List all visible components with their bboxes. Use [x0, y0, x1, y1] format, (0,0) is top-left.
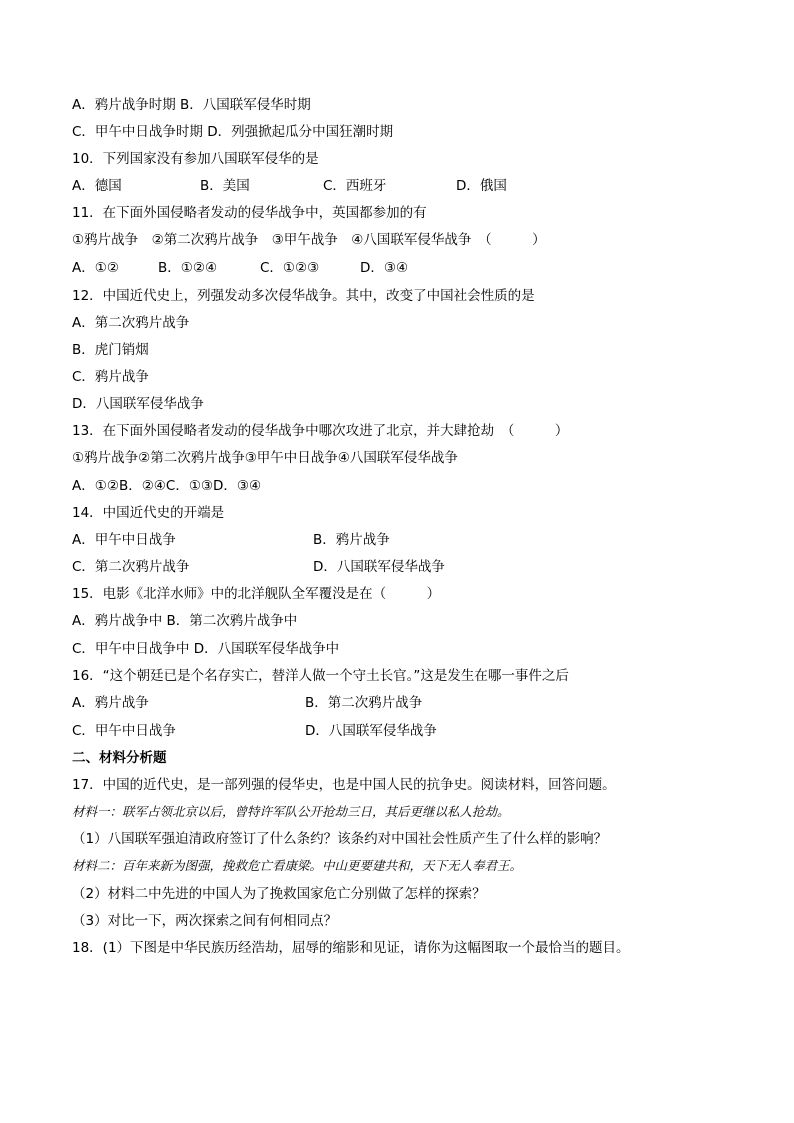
- q11-option-b: B．①②④: [158, 260, 218, 276]
- q11-option-c: C．①②③: [260, 260, 320, 276]
- q17-stem: 17．中国的近代史，是一部列强的侵华史，也是中国人民的抗争史。阅读材料，回答问题。: [72, 777, 616, 793]
- q17-subquestion-2: （2）材料二中先进的中国人为了挽救国家危亡分别做了怎样的探索？: [72, 886, 486, 902]
- q17-subquestion-1: （1）八国联军强迫清政府签订了什么条约？该条约对中国社会性质产生了什么样的影响？: [72, 831, 608, 847]
- q14-option-a: A．甲午中日战争: [72, 532, 176, 548]
- q13-options: A．①②B．②④C．①③D．③④: [72, 478, 262, 494]
- q10-option-b: B．美国: [200, 178, 250, 194]
- q9-options-row-2: C．甲午中日战争时期 D．列强掀起瓜分中国狂潮时期: [72, 124, 394, 140]
- q14-option-b: B．鸦片战争: [313, 532, 390, 548]
- q14-option-d: D．八国联军侵华战争: [313, 559, 445, 575]
- q12-stem: 12．中国近代史上，列强发动多次侵华战争。其中，改变了中国社会性质的是: [72, 288, 535, 304]
- q12-option-b: B．虎门销烟: [72, 342, 149, 358]
- q15-options-row-1: A．鸦片战争中 B．第二次鸦片战争中: [72, 613, 298, 629]
- q14-stem: 14．中国近代史的开端是: [72, 505, 225, 521]
- q16-option-d: D．八国联军侵华战争: [305, 723, 437, 739]
- q10-option-d: D．俄国: [456, 178, 507, 194]
- q16-option-c: C．甲午中日战争: [72, 723, 176, 739]
- q13-items: ①鸦片战争②第二次鸦片战争③甲午中日战争④八国联军侵华战争: [72, 450, 458, 466]
- section-heading: 二、材料分析题: [72, 750, 167, 766]
- q10-stem: 10．下列国家没有参加八国联军侵华的是: [72, 151, 319, 167]
- q16-option-a: A．鸦片战争: [72, 695, 149, 711]
- q12-option-d: D．八国联军侵华战争: [72, 396, 204, 412]
- q15-stem: 15．电影《北洋水师》中的北洋舰队全军覆没是在（ ）: [72, 586, 441, 602]
- q17-material-2: 材料二：百年来新为图强，挽救危亡看康梁。中山更要建共和，天下无人奉君王。: [72, 858, 523, 873]
- q9-options-row-1: A．鸦片战争时期 B．八国联军侵华时期: [72, 97, 311, 113]
- q10-option-c: C．西班牙: [323, 178, 387, 194]
- q16-option-b: B．第二次鸦片战争: [305, 695, 423, 711]
- q11-items: ①鸦片战争 ②第二次鸦片战争 ③甲午战争 ④八国联军侵华战争 （ ）: [72, 232, 546, 248]
- q14-option-c: C．第二次鸦片战争: [72, 559, 190, 575]
- q10-option-a: A．德国: [72, 178, 122, 194]
- q12-option-c: C．鸦片战争: [72, 369, 149, 385]
- q11-option-a: A．①②: [72, 260, 119, 276]
- q17-subquestion-3: （3）对比一下，两次探索之间有何相同点？: [72, 913, 338, 929]
- q18-stem: 18．(1）下图是中华民族历经浩劫，屈辱的缩影和见证，请你为这幅图取一个最恰当的题目。: [72, 940, 630, 956]
- q13-stem: 13．在下面外国侵略者发动的侵华战争中哪次攻进了北京，并大肆抢劫 （ ）: [72, 423, 569, 439]
- q16-stem: 16．“这个朝廷已是个名存实亡，替洋人做一个守土长官。”这是发生在哪一事件之后: [72, 668, 569, 684]
- q12-option-a: A．第二次鸦片战争: [72, 315, 190, 331]
- q11-stem: 11．在下面外国侵略者发动的侵华战争中，英国都参加的有: [72, 205, 427, 221]
- q15-options-row-2: C．甲午中日战争中 D．八国联军侵华战争中: [72, 641, 340, 657]
- q17-material-1: 材料一：联军占领北京以后，曾特许军队公开抢劫三日，其后更继以私人抢劫。: [72, 804, 510, 819]
- q11-option-d: D．③④: [360, 260, 409, 276]
